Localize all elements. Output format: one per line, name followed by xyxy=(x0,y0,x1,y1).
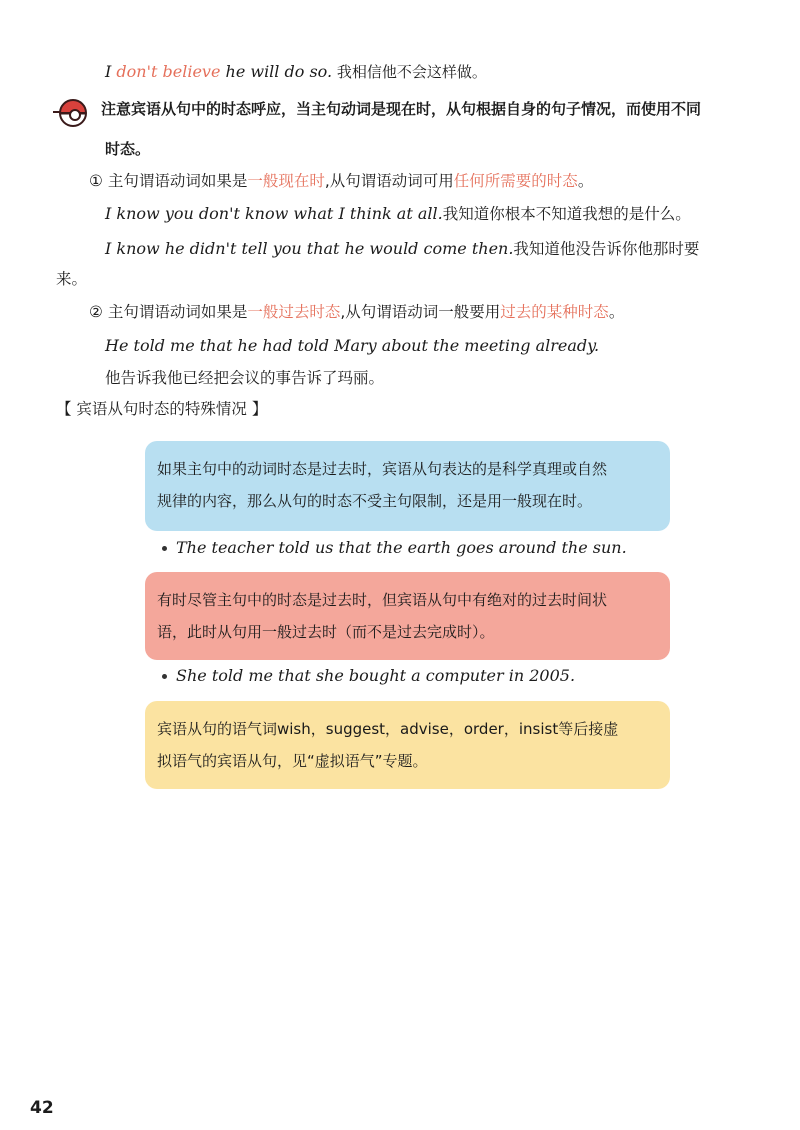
example-sentence-3-wrap: 来。 xyxy=(56,270,88,288)
note-text-line2: 时态。 xyxy=(105,140,151,158)
note-text-line1: 注意宾语从句中的时态呼应，当主句动词是现在时，从句根据自身的句子情况，而使用不同 xyxy=(101,100,702,118)
note-box-yellow xyxy=(145,701,670,789)
pokeball-icon xyxy=(59,99,87,127)
rule-2: ② 主句谓语动词如果是一般过去时态,从句谓语动词一般要用过去的某种时态。 xyxy=(89,303,625,321)
highlight-dont-believe: don't believe xyxy=(116,62,221,81)
box-yellow-line1: 宾语从句的语气词wish，suggest，advise，order，insist等后接虚 xyxy=(157,720,619,738)
bullet-icon xyxy=(162,674,167,679)
box-blue-line2: 规律的内容，那么从句的时态不受主句限制，还是用一般现在时。 xyxy=(157,492,593,510)
example-sentence-3: I know he didn't tell you that he would come then.我知道他没告诉你他那时要 xyxy=(105,239,700,258)
bullet-icon xyxy=(162,546,167,551)
rule-1: ① 主句谓语动词如果是一般现在时,从句谓语动词可用任何所需要的时态。 xyxy=(89,172,594,190)
box-red-line1: 有时尽管主句中的时态是过去时，但宾语从句中有绝对的过去时间状 xyxy=(157,591,608,609)
example-sentence-4-translation: 他告诉我他已经把会议的事告诉了玛丽。 xyxy=(105,369,385,387)
page-number: 42 xyxy=(30,1098,54,1118)
box-yellow-line2: 拟语气的宾语从句，见“虚拟语气”专题。 xyxy=(157,752,428,770)
box-blue-line1: 如果主句中的动词时态是过去时，宾语从句表达的是科学真理或自然 xyxy=(157,460,608,478)
note-box-blue xyxy=(145,441,670,531)
note-box-red xyxy=(145,572,670,660)
bullet-example-1: The teacher told us that the earth goes around the sun. xyxy=(162,537,627,559)
box-red-line2: 语，此时从句用一般过去时（而不是过去完成时）。 xyxy=(157,623,495,641)
example-sentence-2: I know you don't know what I think at all.我知道你根本不知道我想的是什么。 xyxy=(105,204,691,223)
section-title: 【 宾语从句时态的特殊情况 】 xyxy=(56,400,268,418)
rule-1-number: ① xyxy=(89,172,103,190)
example-sentence-4: He told me that he had told Mary about the meeting already. xyxy=(105,336,600,355)
example-sentence-1: I don't believe he will do so. 我相信他不会这样做。 xyxy=(105,62,487,81)
rule-2-number: ② xyxy=(89,303,103,321)
bullet-example-2: She told me that she bought a computer in 2005. xyxy=(162,665,575,687)
